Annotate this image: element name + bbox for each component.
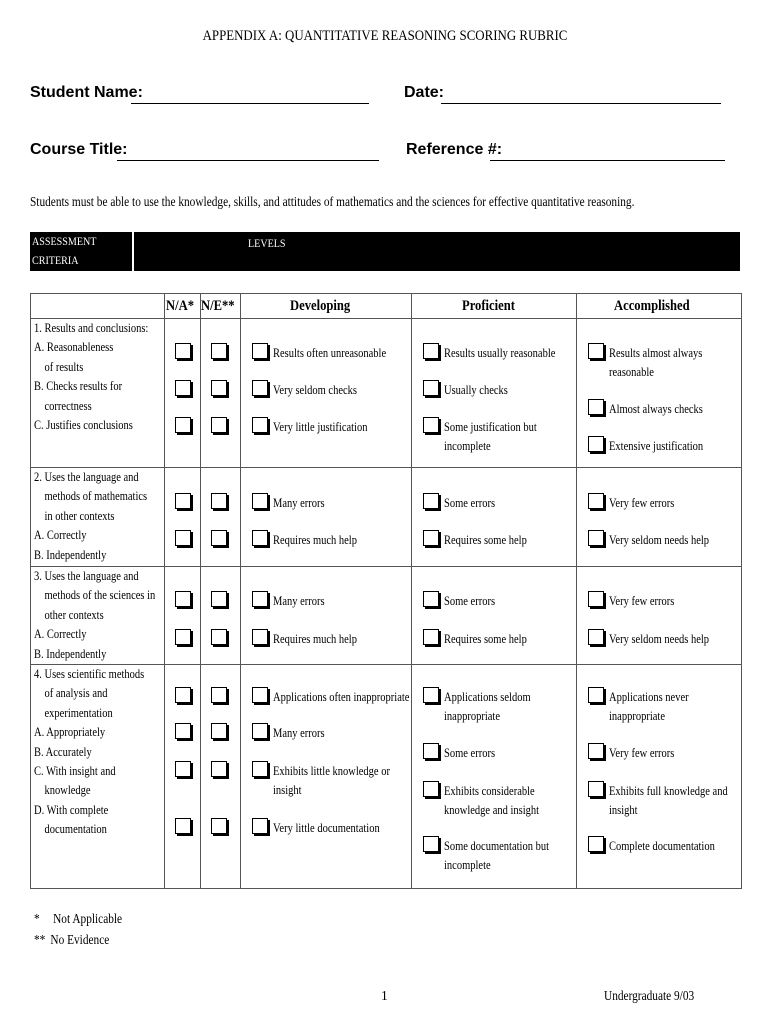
na-cell — [165, 567, 201, 665]
accomplished-checkbox[interactable] — [588, 493, 604, 509]
ne-checkbox[interactable] — [211, 417, 227, 433]
proficient-text: Requires some help — [444, 632, 527, 646]
proficient-text: Some documentation but incomplete — [444, 839, 549, 873]
course-title-label: Course Title: — [30, 141, 128, 158]
proficient-cell — [412, 319, 577, 468]
criteria-line-2: CRITERIA — [32, 253, 79, 267]
proficient-checkbox[interactable] — [423, 687, 439, 703]
criteria-line: A. Reasonableness — [34, 340, 114, 355]
proficient-text: Results usually reasonable — [444, 346, 556, 360]
developing-checkbox[interactable] — [252, 723, 268, 739]
developing-cell — [241, 665, 412, 889]
criteria-line: A. Correctly — [34, 528, 87, 543]
ne-cell — [201, 665, 241, 889]
na-checkbox[interactable] — [175, 591, 191, 607]
developing-text: Very little justification — [273, 420, 368, 434]
intro-text: Students must be able to use the knowledge, skills, and attitudes of mathematics and the sciences for effective quantitative reasoning. — [30, 194, 635, 209]
accomplished-checkbox[interactable] — [588, 436, 604, 452]
page-number: 1 — [381, 988, 388, 1003]
proficient-checkbox[interactable] — [423, 493, 439, 509]
accomplished-text: Very few errors — [609, 496, 675, 510]
proficient-cell — [412, 665, 577, 889]
na-checkbox[interactable] — [175, 493, 191, 509]
header-proficient: Proficient — [412, 294, 577, 319]
footnote-na: * Not Applicable — [34, 911, 123, 926]
criteria-line: methods of mathematics — [34, 489, 148, 504]
proficient-checkbox[interactable] — [423, 781, 439, 797]
rubric-row — [31, 319, 742, 468]
accomplished-checkbox[interactable] — [588, 781, 604, 797]
proficient-checkbox[interactable] — [423, 836, 439, 852]
developing-text: Requires much help — [273, 632, 357, 646]
developing-checkbox[interactable] — [252, 761, 268, 777]
rubric-row — [31, 468, 742, 567]
accomplished-text: Very few errors — [609, 594, 675, 608]
rubric-row — [31, 567, 742, 665]
accomplished-checkbox[interactable] — [588, 399, 604, 415]
proficient-checkbox[interactable] — [423, 743, 439, 759]
ne-checkbox[interactable] — [211, 818, 227, 834]
ne-checkbox[interactable] — [211, 723, 227, 739]
accomplished-text: Very few errors — [609, 746, 675, 761]
proficient-text: Applications seldom inappropriate — [444, 690, 531, 724]
header-accomplished: Accomplished — [577, 294, 742, 319]
proficient-text: Exhibits considerable knowledge and insight — [444, 784, 540, 818]
ne-cell — [201, 319, 241, 468]
criteria-line: methods of the sciences in — [34, 588, 156, 603]
proficient-text: Some errors — [444, 594, 496, 608]
criteria-cell — [31, 665, 165, 889]
na-checkbox[interactable] — [175, 723, 191, 739]
reference-label: Reference #: — [406, 141, 503, 158]
ne-checkbox[interactable] — [211, 530, 227, 546]
proficient-cell — [412, 468, 577, 567]
reference-line[interactable] — [490, 142, 725, 161]
na-cell — [165, 319, 201, 468]
criteria-line: A. Correctly — [34, 627, 87, 642]
developing-checkbox[interactable] — [252, 380, 268, 396]
criteria-line: C. Justifies conclusions — [34, 418, 133, 433]
accomplished-cell — [577, 319, 742, 468]
header-developing: Developing — [241, 294, 412, 319]
developing-text: Very little documentation — [273, 821, 380, 836]
accomplished-text: Very seldom needs help — [609, 632, 710, 646]
student-name-line[interactable] — [131, 85, 369, 104]
ne-checkbox[interactable] — [211, 380, 227, 396]
assessment-header-bar — [30, 232, 740, 271]
criteria-line: 1. Results and conclusions: — [34, 321, 149, 335]
criteria-line: D. With complete — [34, 802, 109, 817]
footnote-ne: ** No Evidence — [34, 932, 110, 947]
ne-checkbox[interactable] — [211, 343, 227, 359]
rubric-row — [31, 665, 742, 889]
developing-text: Exhibits little knowledge or insight — [273, 764, 390, 798]
criteria-line: B. Independently — [34, 646, 107, 661]
criteria-line: A. Appropriately — [34, 725, 106, 740]
header-criteria — [31, 294, 165, 319]
accomplished-checkbox[interactable] — [588, 743, 604, 759]
ne-checkbox[interactable] — [211, 687, 227, 703]
criteria-line: of analysis and — [34, 686, 108, 701]
proficient-text: Usually checks — [444, 383, 508, 397]
developing-text: Many errors — [273, 726, 325, 741]
course-title-line[interactable] — [117, 142, 379, 161]
header-row — [31, 294, 742, 319]
ne-checkbox[interactable] — [211, 591, 227, 607]
na-checkbox[interactable] — [175, 343, 191, 359]
developing-text: Many errors — [273, 496, 325, 510]
levels-label: LEVELS — [248, 236, 286, 250]
criteria-cell — [31, 567, 165, 665]
developing-text: Requires much help — [273, 533, 357, 547]
accomplished-text: Exhibits full knowledge and insight — [609, 784, 728, 818]
accomplished-checkbox[interactable] — [588, 836, 604, 852]
developing-cell — [241, 468, 412, 567]
criteria-line: in other contexts — [34, 508, 115, 523]
version-footer: Undergraduate 9/03 — [604, 988, 695, 1003]
proficient-checkbox[interactable] — [423, 417, 439, 433]
ne-cell — [201, 468, 241, 567]
proficient-checkbox[interactable] — [423, 530, 439, 546]
developing-checkbox[interactable] — [252, 818, 268, 834]
criteria-line: of results — [34, 359, 84, 374]
accomplished-text: Applications never inappropriate — [609, 690, 689, 724]
criteria-line: experimentation — [34, 705, 113, 720]
header-ne: N/E** — [201, 294, 241, 319]
proficient-text: Some errors — [444, 746, 496, 761]
criteria-line: correctness — [34, 398, 92, 413]
accomplished-checkbox[interactable] — [588, 629, 604, 645]
proficient-checkbox[interactable] — [423, 380, 439, 396]
developing-cell — [241, 319, 412, 468]
criteria-line: B. Checks results for — [34, 379, 123, 394]
accomplished-text: Very seldom needs help — [609, 533, 710, 547]
na-checkbox[interactable] — [175, 818, 191, 834]
proficient-checkbox[interactable] — [423, 629, 439, 645]
page-title: APPENDIX A: QUANTITATIVE REASONING SCORING RUBRIC — [202, 28, 568, 44]
student-name-label: Student Name: — [30, 84, 143, 101]
criteria-line: C. With insight and — [34, 764, 116, 779]
accomplished-checkbox[interactable] — [588, 591, 604, 607]
proficient-checkbox[interactable] — [423, 591, 439, 607]
na-checkbox[interactable] — [175, 761, 191, 777]
na-checkbox[interactable] — [175, 629, 191, 645]
criteria-line: 2. Uses the language and — [34, 470, 139, 484]
accomplished-text: Almost always checks — [609, 402, 703, 416]
developing-checkbox[interactable] — [252, 687, 268, 703]
accomplished-checkbox[interactable] — [588, 687, 604, 703]
developing-cell — [241, 567, 412, 665]
na-checkbox[interactable] — [175, 417, 191, 433]
developing-checkbox[interactable] — [252, 530, 268, 546]
developing-text: Many errors — [273, 594, 325, 608]
date-label: Date: — [404, 84, 445, 101]
accomplished-cell — [577, 468, 742, 567]
criteria-line: 3. Uses the language and — [34, 569, 139, 583]
criteria-cell — [31, 468, 165, 567]
criteria-line: 4. Uses scientific methods — [34, 667, 145, 682]
criteria-line: other contexts — [34, 607, 104, 622]
developing-checkbox[interactable] — [252, 591, 268, 607]
ne-checkbox[interactable] — [211, 629, 227, 645]
proficient-text: Some justification but incomplete — [444, 420, 537, 453]
na-cell — [165, 665, 201, 889]
accomplished-text: Complete documentation — [609, 839, 715, 854]
proficient-cell — [412, 567, 577, 665]
accomplished-checkbox[interactable] — [588, 343, 604, 359]
accomplished-text: Extensive justification — [609, 439, 704, 453]
developing-text: Results often unreasonable — [273, 346, 387, 360]
accomplished-text: Results almost always reasonable — [609, 346, 703, 379]
na-checkbox[interactable] — [175, 687, 191, 703]
criteria-line: knowledge — [34, 783, 91, 798]
ne-checkbox[interactable] — [211, 493, 227, 509]
ne-checkbox[interactable] — [211, 761, 227, 777]
criteria-line: documentation — [34, 822, 107, 837]
na-checkbox[interactable] — [175, 530, 191, 546]
criteria-line: B. Independently — [34, 547, 107, 562]
developing-checkbox[interactable] — [252, 343, 268, 359]
accomplished-cell — [577, 567, 742, 665]
proficient-text: Some errors — [444, 496, 496, 510]
accomplished-cell — [577, 665, 742, 889]
criteria-line: B. Accurately — [34, 744, 92, 759]
criteria-line-1: ASSESSMENT — [32, 234, 97, 248]
date-line[interactable] — [441, 85, 721, 104]
proficient-text: Requires some help — [444, 533, 527, 547]
proficient-checkbox[interactable] — [423, 343, 439, 359]
na-cell — [165, 468, 201, 567]
developing-checkbox[interactable] — [252, 417, 268, 433]
developing-text: Very seldom checks — [273, 383, 357, 397]
criteria-cell — [31, 319, 165, 468]
developing-checkbox[interactable] — [252, 629, 268, 645]
accomplished-checkbox[interactable] — [588, 530, 604, 546]
rubric-table — [30, 293, 742, 889]
na-checkbox[interactable] — [175, 380, 191, 396]
header-na: N/A* — [165, 294, 201, 319]
developing-text: Applications often inappropriate — [273, 690, 410, 705]
developing-checkbox[interactable] — [252, 493, 268, 509]
ne-cell — [201, 567, 241, 665]
